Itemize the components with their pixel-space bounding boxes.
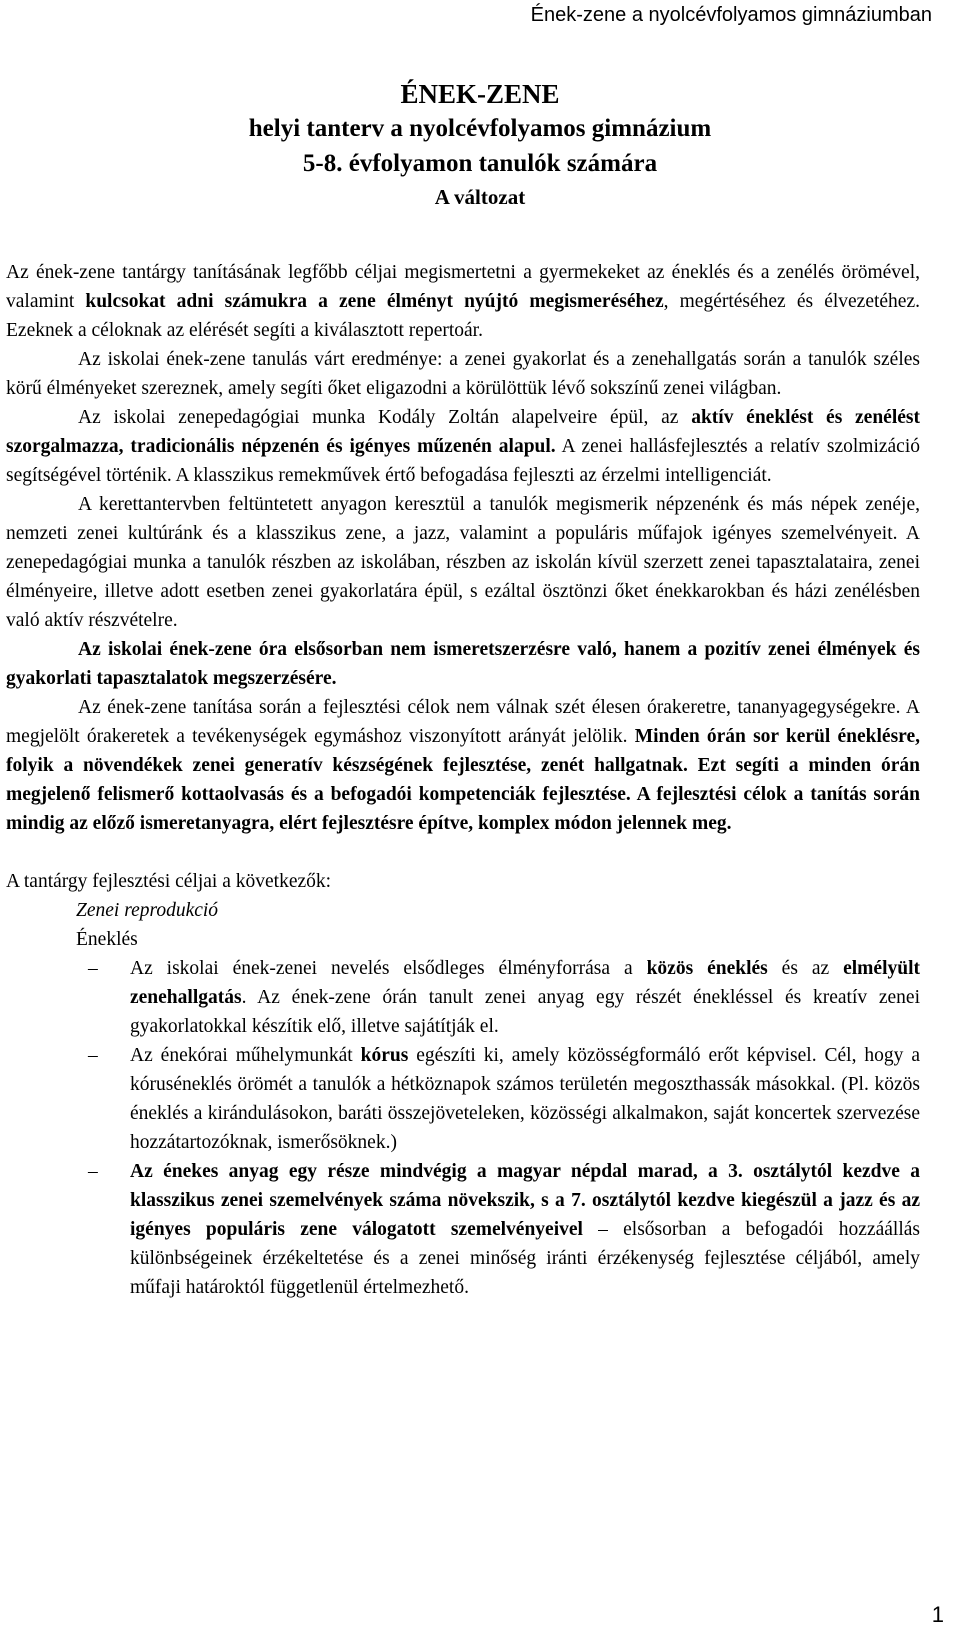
text-run: és az: [767, 958, 844, 979]
title-line-3: 5-8. évfolyamon tanulók számára: [302, 150, 658, 177]
bold-text: Az iskolai ének-zene óra elsősorban nem ismeretszerzésre való, hanem a pozitív zenei élmények és gyakorlati tapasztalatok megszerzésére.: [6, 639, 920, 689]
text-run: Az ének-zene tantárgy tanításának legfőbb céljai megismertetni a gyermekeket az éneklés és a zenélés örömével, valamint: [6, 262, 920, 312]
bold-text: elmélyült zenehallgatás: [130, 958, 920, 1008]
text-run: Az iskolai ének-zenei nevelés elsődleges élményforrása a: [130, 958, 647, 979]
document-title: [0, 77, 960, 213]
intro-paragraph-5: [6, 635, 920, 693]
text-run: A zenei hallásfejlesztés a relatív szolmizáció segítségével történik. A klasszikus remekművek értő befogadása fejleszti az érzelmi intelligenciát.: [6, 436, 920, 486]
text-run: – elsősorban a befogadói hozzáállás különbségeinek érzékeltetése és a zenei minőség iránti érzékenység fejlesztése céljából, amely műfaji határoktól függetlenül értelmezhető.: [130, 1219, 920, 1298]
bold-text: kulcsokat adni számukra a zene élményt nyújtó megismeréséhez: [85, 291, 664, 312]
bold-text: kórus: [360, 1045, 409, 1066]
running-header: Ének-zene a nyolcévfolyamos gimnáziumban: [530, 4, 932, 26]
bold-text: közös éneklés: [646, 958, 768, 979]
goals-list: [6, 954, 920, 1302]
document-body: [6, 258, 920, 1302]
text-run: Az ének-zene tanítása során a fejlesztési célok nem válnak szét élesen órakeretre, tananyagegységekre. A megjelölt órakeretek a tevékenységek egymáshoz viszonyított arányát jelölik.: [6, 697, 920, 747]
title-line-4: A változat: [434, 185, 526, 209]
list-item: [6, 1157, 920, 1302]
bold-text: Az énekes anyag egy része mindvégig a magyar népdal marad, a 3. osztálytól kezdve a klasszikus zenei szemelvények száma növekszik, s a 7. osztálytól kezdve kiegészül a jazz és az igényes populáris zene válogatott szemelvényeivel: [130, 1161, 920, 1240]
text-run: . Az ének-zene órán tanult zenei anyag egy részét énekléssel és kreatív zenei gyakorlatokkal készítik elő, illetve sajátítják el.: [130, 987, 920, 1037]
list-item: [6, 1041, 920, 1157]
list-item: [6, 954, 920, 1041]
dash-bullet-icon: –: [88, 958, 98, 979]
section-heading-zenei-reprodukcio: Zenei reprodukció: [76, 900, 219, 921]
section-heading-ekneles: Éneklés: [76, 929, 138, 950]
text-run: egészíti ki, amely közösségformáló erőt képvisel. Cél, hogy a kóruséneklés örömét a tanulók a hétköznapok számos területén megoszthassák másokkal. (Pl. közös éneklés a kirándulásokon, baráti összejöveteleken, közösségi alkalmakon, saját koncertek szervezése hozzátartozóknak, ismerősöknek.): [130, 1045, 920, 1153]
dash-bullet-icon: –: [88, 1161, 98, 1182]
dash-bullet-icon: –: [88, 1045, 98, 1066]
intro-paragraph-4: A kerettantervben feltüntetett anyagon keresztül a tanulók megismerik népzenénk és más népek zenéje, nemzeti zenei kultúránk és a klasszikus zene, a jazz, valamint a populáris műfajok igényes szemelvényeit. A zenepedagógiai munka a tanulók részben az iskolában, részben az iskolán kívül szerzett zenei tapasztalataira, zenei élményeire, illetve adott esetben zenei gyakorlatára épül, s ezáltal ösztönzi őket énekkarokban és házi zenélésben való aktív részvételre.: [6, 494, 920, 631]
title-line-1: ÉNEK-ZENE: [400, 79, 560, 109]
bold-text: Minden órán sor kerül éneklésre, folyik a növendékek zenei generatív készségének fejlesztése, zenét hallgatnak. Ezt segíti a minden órán megjelenő felismerő kottaolvasás és a befogadói kompetenciák fejlesztése. A fejlesztési célok a tanítás során mindig az előző ismeretanyagra, elért fejlesztésre építve, komplex módon jelennek meg.: [6, 726, 920, 834]
page-number: 1: [931, 1602, 944, 1627]
text-run: Az énekórai műhelymunkát: [130, 1045, 361, 1066]
intro-paragraph-3: [6, 403, 920, 490]
text-run: , megértéséhez és élvezetéhez. Ezeknek a céloknak az elérését segíti a kiválasztott repertoár.: [6, 291, 920, 341]
goals-intro: A tantárgy fejlesztési céljai a következők:: [6, 871, 332, 892]
intro-paragraph-6: [6, 693, 920, 838]
title-line-2: helyi tanterv a nyolcévfolyamos gimnázium: [248, 115, 712, 142]
intro-paragraph-1: [6, 258, 920, 345]
intro-paragraph-2: Az iskolai ének-zene tanulás várt eredménye: a zenei gyakorlat és a zenehallgatás során a tanulók széles körű élményeket szereznek, amely segíti őket eligazodni a körülöttük lévő sokszínű zenei világban.: [6, 349, 920, 399]
bold-text: aktív éneklést és zenélést szorgalmazza, tradicionális népzenén és igényes műzenén alapul.: [6, 407, 920, 457]
text-run: Az iskolai zenepedagógiai munka Kodály Zoltán alapelveire épül, az: [78, 407, 692, 428]
